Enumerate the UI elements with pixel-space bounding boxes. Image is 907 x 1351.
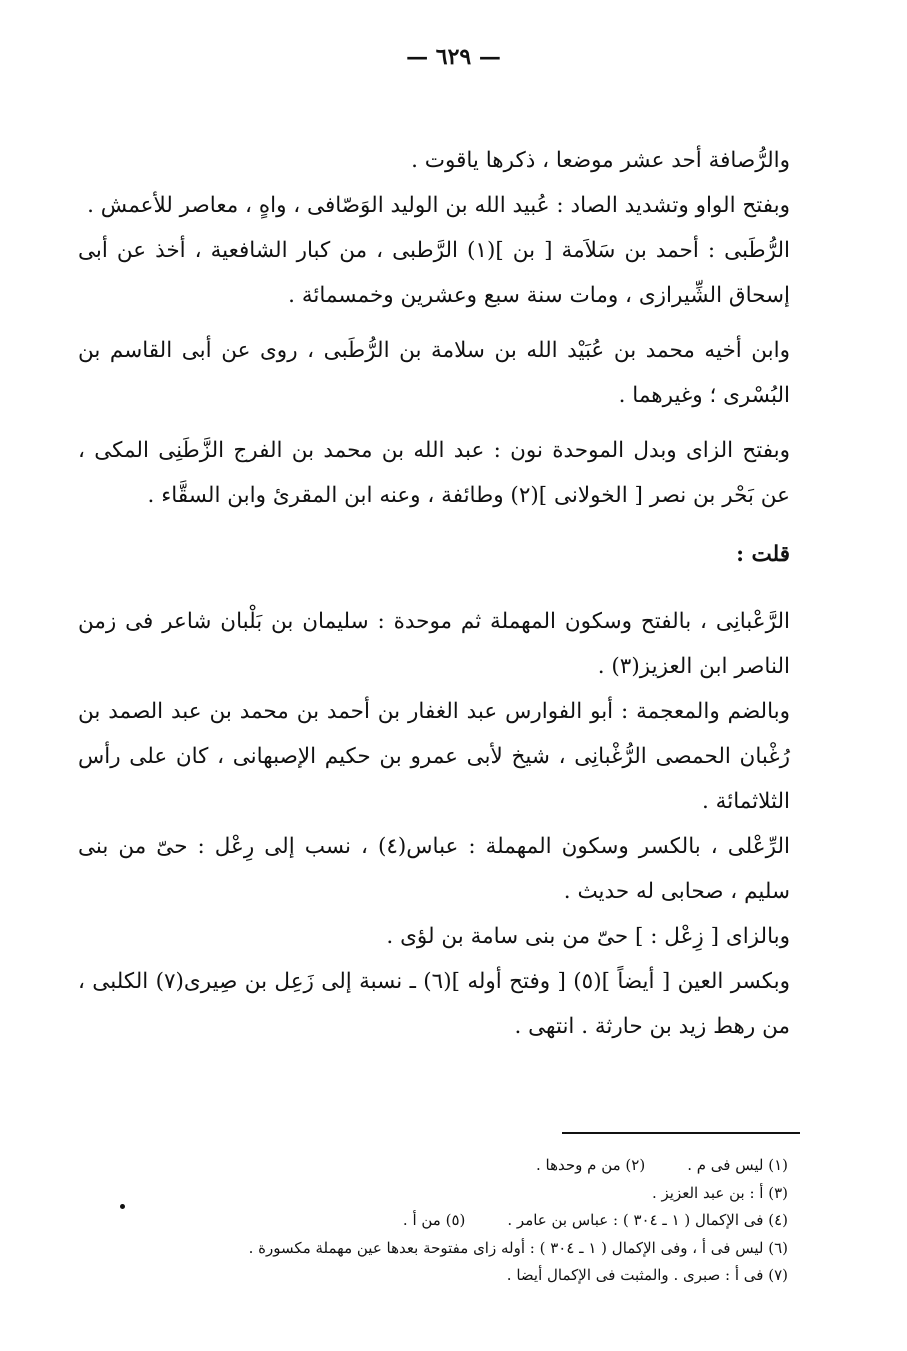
page-number: — ٦٢٩ — bbox=[406, 44, 501, 70]
paragraph-riali: الرِّعْلى ، بالكسر وسكون المهملة : عباس(٤) ، نسب إلى رِعْل : حىّ من بنى سليم ، صحابى له حديث . bbox=[78, 834, 790, 904]
paragraph-zial: وبالزاى [ زِعْل : ] حىّ من بنى سامة بن لؤى . bbox=[386, 924, 790, 949]
footnote-line bbox=[120, 1262, 788, 1290]
section-heading-qultu: قلت : bbox=[736, 542, 790, 567]
footnote-1: (١) ليس فى م . bbox=[687, 1156, 788, 1174]
footnote-line bbox=[120, 1152, 788, 1180]
paragraph-rutabi: الرُّطَبى : أحمد بن سَلاَمة [ بن ](١) الرَّطبى ، من كبار الشافعية ، أخذ عن أبى إسحاق الشِّيرازى ، ومات سنة سبع وعشرين وخمسمائة . bbox=[78, 238, 790, 308]
footnote-2: (٢) من م وحدها . bbox=[535, 1156, 646, 1174]
footnote-line bbox=[120, 1180, 788, 1208]
footnote-4: (٤) فى الإكمال ( ١ ـ ٣٠٤ ) : عباس بن عامر . bbox=[507, 1211, 788, 1229]
paragraph-rusafa: والرُّصافة أحد عشر موضعا ، ذكرها ياقوت . bbox=[411, 148, 790, 173]
footnote-6: (٦) ليس فى أ ، وفى الإكمال ( ١ ـ ٣٠٤ ) : أوله زاى مفتوحة بعدها عين مهملة مكسورة . bbox=[248, 1238, 788, 1257]
paragraph-raabani: الرَّعْبانِى ، بالفتح وسكون المهملة ثم موحدة : سليمان بن بَلْبان شاعر فى زمن الناصر ابن العزيز(٣) . bbox=[78, 609, 790, 679]
footnote-7: (٧) فى أ : صبرى . والمثبت فى الإكمال أيضا . bbox=[506, 1266, 788, 1284]
footnote-5: (٥) من أ . bbox=[402, 1211, 466, 1229]
print-speck bbox=[120, 1204, 125, 1209]
paragraph-rutabi-nephew: وابن أخيه محمد بن عُبَيْد الله بن سلامة بن الرُّطَبى ، روى عن أبى القاسم بن البُسْرى ؛ وغيرهما . bbox=[78, 338, 790, 408]
footnote-line bbox=[120, 1235, 788, 1263]
main-text bbox=[78, 138, 790, 1049]
paragraph-zatani: وبفتح الزاى وبدل الموحدة نون : عبد الله بن محمد بن الفرج الزَّطَنِى المكى ، عن بَحْر بن نصر [ الخولانى ](٢) وطائفة ، وعنه ابن المقرئ وابن السقَّاء . bbox=[78, 438, 790, 508]
footnote-line bbox=[120, 1207, 788, 1235]
paragraph-rughbani: وبالضم والمعجمة : أبو الفوارس عبد الغفار بن أحمد بن محمد بن عبد الصمد بن رُغْبان الحمصى الرُّغْبانِى ، شيخ لأبى عمرو بن حكيم الإصبهانى ، كان على رأس الثلاثمائة . bbox=[78, 699, 790, 814]
footnote-3: (٣) أ : بن عبد العزيز . bbox=[651, 1183, 788, 1202]
paragraph-zaal: وبكسر العين [ أيضاً ](٥) [ وفتح أوله ](٦) ـ نسبة إلى زَعِل بن صِيرى(٧) الكلبى ، من رهط زيد بن حارثة . انتهى . bbox=[78, 969, 791, 1039]
paragraph-wassafi: وبفتح الواو وتشديد الصاد : عُبيد الله بن الوليد الوَصّافى ، واهٍ ، معاصر للأعمش . bbox=[87, 193, 790, 218]
footnotes bbox=[120, 1152, 788, 1290]
footnote-divider bbox=[562, 1132, 800, 1134]
